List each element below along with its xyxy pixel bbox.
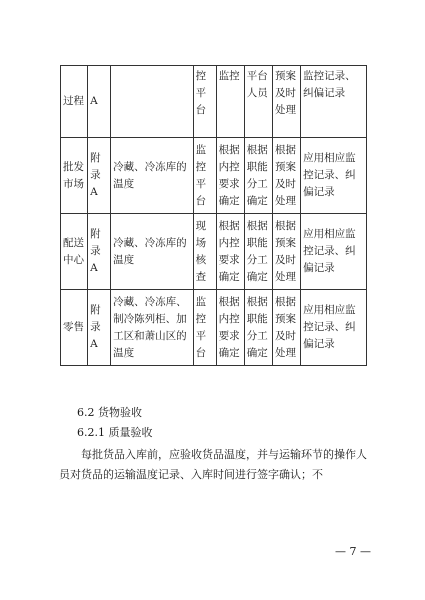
table-row	[61, 214, 367, 290]
row-scope	[111, 66, 194, 138]
row-frequency: 根据内控要求确定	[216, 214, 244, 290]
table-row	[61, 66, 367, 138]
row-appendix: 附录A	[88, 290, 111, 366]
row-name: 批发市场	[61, 138, 88, 214]
row-appendix: 附录A	[88, 214, 111, 290]
row-scope: 冷藏、冷冻库的温度	[111, 214, 194, 290]
row-correction: 根据预案及时处理	[272, 214, 300, 290]
row-correction: 根据预案及时处理	[272, 290, 300, 366]
row-method: 控平台	[193, 66, 216, 138]
row-name: 过程	[61, 66, 88, 138]
row-frequency: 根据内控要求确定	[216, 290, 244, 366]
body-paragraph: 每批货品入库前，应验收货品温度，并与运输环节的操作人员对货品的运输温度记录、入库时间进行签字确认；不	[59, 448, 367, 481]
row-method: 现场核查	[193, 214, 216, 290]
row-method: 监控平台	[193, 138, 216, 214]
row-appendix: 附录A	[88, 138, 111, 214]
row-name: 零售	[61, 290, 88, 366]
monitoring-table	[60, 65, 367, 366]
table-row	[61, 138, 367, 214]
row-appendix: A	[88, 66, 111, 138]
row-method: 监控平台	[193, 290, 216, 366]
row-records: 应用相应监控记录、纠偏记录	[301, 138, 367, 214]
row-personnel: 根据职能分工确定	[244, 138, 272, 214]
row-scope: 冷藏、冷冻库、制冷陈列柜、加工区和萧山区的温度	[111, 290, 194, 366]
row-personnel: 根据职能分工确定	[244, 290, 272, 366]
row-records: 应用相应监控记录、纠偏记录	[301, 214, 367, 290]
row-records: 应用相应监控记录、纠偏记录	[301, 290, 367, 366]
section-heading: 6.2 货物验收	[77, 406, 142, 419]
page-number: — 7 —	[335, 545, 371, 558]
subsection-heading: 6.2.1 质量验收	[77, 426, 153, 439]
row-personnel: 平台人员	[244, 66, 272, 138]
row-correction: 预案及时处理	[272, 66, 300, 138]
row-records: 监控记录、纠偏记录	[301, 66, 367, 138]
row-frequency: 监控	[216, 66, 244, 138]
row-scope: 冷藏、冷冻库的温度	[111, 138, 194, 214]
row-name: 配送中心	[61, 214, 88, 290]
row-frequency: 根据内控要求确定	[216, 138, 244, 214]
table-row	[61, 290, 367, 366]
row-correction: 根据预案及时处理	[272, 138, 300, 214]
row-personnel: 根据职能分工确定	[244, 214, 272, 290]
